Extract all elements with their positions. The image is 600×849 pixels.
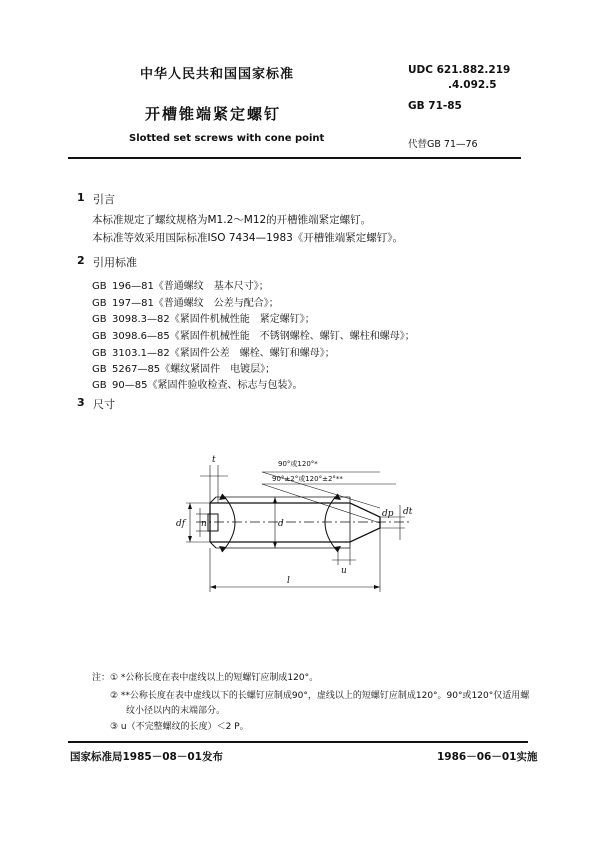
label-dt: dt [403,507,413,517]
reference-prefix: GB [92,348,107,359]
reference-text: 196—81《普通螺纹 基本尺寸》； [112,281,269,292]
section-1-paragraph: 本标准规定了螺纹规格为M1.2～M12的开槽锥端紧定螺钉。 [92,214,372,226]
replaces-standard: 代替GB 71—76 [408,139,478,150]
label-t: t [212,455,216,465]
udc-line-1: UDC 621.882.219 [408,64,511,76]
reference-prefix: GB [92,314,107,325]
footer-rule [68,741,528,743]
reference-text: 5267—85《螺纹紧固件 电镀层》； [112,364,276,375]
label-u: u [341,566,347,576]
effective-date: 1986－06－01实施 [437,751,538,763]
note-item: ③ u（不完整螺纹的长度）＜2 P。 [110,722,249,732]
reference-text: 3098.6—85《紧固件机械性能 不锈钢螺栓、螺钉、螺柱和螺母》； [112,331,415,342]
reference-text: 197—81《普通螺纹 公差与配合》； [112,298,279,309]
reference-prefix: GB [92,331,107,342]
section-1-title: 引言 [93,193,115,206]
issued-date: 国家标准局1985－08－01发布 [70,751,223,763]
reference-prefix: GB [92,281,107,292]
section-1-paragraph: 本标准等效采用国际标准ISO 7434—1983《开槽锥端紧定螺钉》。 [92,232,404,244]
section-3-number: 3 [77,396,85,409]
label-n: n [201,519,207,529]
reference-text: 90—85《紧固件验收检查、标志与包装》。 [112,380,303,391]
note-item-continuation: 纹小径以内的末端部分。 [126,706,226,716]
reference-text: 3098.3—82《紧固件机械性能 紧定螺钉》； [112,314,315,325]
standard-org-line: 中华人民共和国国家标准 [140,67,295,82]
note-item: ① *公称长度在表中虚线以上的短螺钉应制成120°。 [110,673,319,683]
note-item: ② **公称长度在表中虚线以下的长螺钉应制成90°，虚线以上的短螺钉应制成120°。90°或120°仅适用螺 [110,691,530,701]
reference-prefix: GB [92,298,107,309]
title-en: Slotted set screws with cone point [129,133,325,144]
angle-label-top: 90°或120°* [278,460,318,468]
angle-label-tolerance: 90°±2°或120°±2°** [272,475,343,483]
reference-text: 3103.1—82《紧固件公差 螺栓、螺钉和螺母》； [112,348,335,359]
section-3-title: 尺寸 [93,398,115,411]
label-d: d [278,519,284,529]
reference-prefix: GB [92,380,107,391]
section-2-title: 引用标准 [93,256,137,269]
udc-line-2: .4.092.5 [448,79,497,91]
section-2-number: 2 [77,254,85,267]
label-dp: dp [382,509,394,519]
gb-number: GB 71-85 [408,100,462,112]
reference-prefix: GB [92,364,107,375]
section-1-number: 1 [77,191,85,204]
title-cn: 开槽锥端紧定螺钉 [145,105,282,123]
label-df: df [176,519,186,529]
notes-prefix: 注： [92,673,111,683]
label-l: l [287,576,290,586]
